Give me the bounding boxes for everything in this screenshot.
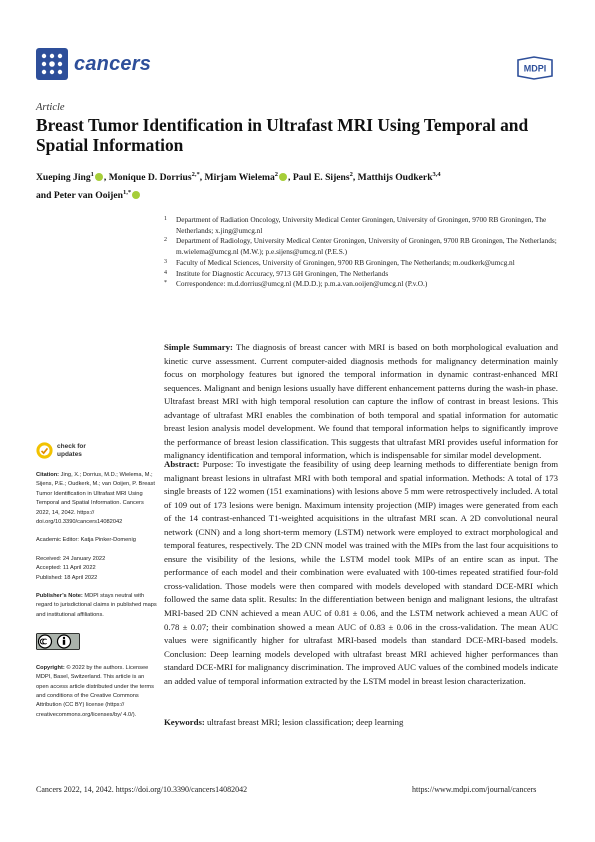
citation-block xyxy=(36,471,158,527)
author-separator: , xyxy=(352,172,358,184)
published-date: Published: 18 April 2022 xyxy=(36,574,98,581)
copyright-block xyxy=(36,664,158,720)
simple-summary-label: Simple Summary: xyxy=(164,342,233,352)
check-for-updates-button[interactable] xyxy=(36,442,158,459)
affiliation-text: Correspondence: m.d.dorrius@umcg.nl (M.D.D.); p.m.a.van.ooijen@umcg.nl (P.v.O.) xyxy=(176,279,428,289)
affiliation-mark: 2 xyxy=(164,237,167,244)
simple-summary-text: The diagnosis of breast cancer with MRI is based on both morphological evaluation and kinetic curve assessment. Current computer-aided diagnosis methods for malignancy determination mainly focus on morphology features but ignored the temporal information in dynamic contrast-enhanced MRI sequences. Malignant and benign lesions usually have different enhancement patterns during the wash-in phase. Ultrafast breast MRI with high temporal resolution can capture the inflow of contrast in breast lesions. This advantage of ultrafast MRI enables the combination of both temporal and spatial information for automatic breast lesion analysis model development. We found that temporal information helps to significantly improve the performance of breast lesion classification. This suggests that ultrafast MRI provides useful information for malignancy identification and temporal information, which is indispensable for similar model development. xyxy=(164,342,559,461)
affiliation-text: Department of Radiology, University Medical Center Groningen, University of Groningen, 9700 RB Groningen, The Netherlands; m.wielema@umcg.nl (M.W.); p.e.sijens@umcg.nl (P.E.S.) xyxy=(176,236,557,257)
author-separator: , xyxy=(103,172,109,184)
author-affiliation-mark: 2 xyxy=(349,171,353,178)
orcid-icon[interactable] xyxy=(279,173,287,181)
author-affiliation-mark: 3,4 xyxy=(432,171,441,178)
affiliation-item xyxy=(164,269,558,280)
copyright-text: © 2022 by the authors. Licensee MDPI, Basel, Switzerland. This article is an open access article distributed under the terms and conditions of the Creative Commons Attribution (CC BY) license (https:// creativecommons.org/licenses/by/ 4.0/). xyxy=(36,664,154,718)
publisher-note-label: Publisher’s Note: xyxy=(36,593,83,600)
author-name: Paul E. Sijens xyxy=(292,172,350,184)
received-date: Received: 24 January 2022 xyxy=(36,555,106,562)
orcid-icon[interactable] xyxy=(95,173,103,181)
mdpi-logo-icon xyxy=(514,56,556,80)
keywords-text: ultrafast breast MRI; lesion classification; deep learning xyxy=(207,717,404,727)
affiliation-item xyxy=(164,236,558,257)
affiliation-mark: 1 xyxy=(164,216,167,222)
affiliation-text: Institute for Diagnostic Accuracy, 9713 GH Groningen, The Netherlands xyxy=(176,268,389,278)
article-type: Article xyxy=(36,102,65,113)
author-name: Matthijs Oudkerk xyxy=(357,172,433,184)
citation-text: Jing, X.; Dorrius, M.D.; Wielema, M.; Sijens, P.E.; Oudkerk, M.; van Ooijen, P. Breast Tumor Identification in Ultrafast MRI Using Temporal and Spatial Information. Cancers 2022, 14, 2042. https:// doi.org/10.3390/cancers14082042 xyxy=(36,472,155,526)
author-name: Xueping Jing xyxy=(36,172,91,184)
author-name: and Peter van Ooijen xyxy=(36,189,123,201)
affiliation-item xyxy=(164,279,558,290)
keywords-label: Keywords: xyxy=(164,717,205,727)
abstract xyxy=(164,458,558,688)
author-separator xyxy=(441,172,443,183)
footer-journal-url[interactable]: https://www.mdpi.com/journal/cancers xyxy=(412,785,537,794)
mdpi-logo-text: MDPI xyxy=(523,63,547,74)
check-updates-icon xyxy=(36,442,53,459)
affiliation-mark: 3 xyxy=(164,258,167,265)
author-separator: , xyxy=(199,172,205,184)
affiliation-text: Department of Radiation Oncology, University Medical Center Groningen, University of Groningen, 9700 RB Groningen, The Netherlands; x.jing@umcg.nl xyxy=(176,215,547,235)
accepted-date: Accepted: 11 April 2022 xyxy=(36,565,96,572)
author-affiliation-mark: 1 xyxy=(90,171,94,178)
author-list xyxy=(36,168,556,203)
affiliations xyxy=(164,215,558,290)
affiliation-text: Faculty of Medical Sciences, University of Groningen, 9700 RB Groningen, The Netherlands; m.oudkerk@umcg.nl xyxy=(176,257,515,267)
check-updates-line2: updates xyxy=(57,450,82,458)
author-name: Mirjam Wielema xyxy=(204,172,275,184)
author-separator: , xyxy=(288,172,293,184)
check-updates-line1: check for xyxy=(57,443,86,450)
publisher-note-text: MDPI stays neutral with regard to jurisdictional claims in published maps and institutional affiliations. xyxy=(36,593,157,618)
article-title: Breast Tumor Identification in Ultrafast MRI Using Temporal and Spatial Information xyxy=(36,115,529,155)
author-affiliation-mark: 2,* xyxy=(191,171,200,178)
academic-editor: Academic Editor: Katja Pinker-Domenig xyxy=(36,537,136,544)
author-name: Monique D. Dorrius xyxy=(108,172,192,184)
footer-citation: Cancers 2022, 14, 2042. https://doi.org/10.3390/cancers14082042 xyxy=(36,785,248,794)
sidebar xyxy=(36,442,158,729)
keywords xyxy=(164,716,558,730)
author-affiliation-mark: 1,* xyxy=(122,188,132,196)
journal-logo-icon xyxy=(36,48,68,80)
cc-by-license-icon[interactable] xyxy=(36,633,80,650)
citation-label: Citation: xyxy=(36,472,60,478)
dates-block xyxy=(36,555,158,583)
simple-summary xyxy=(164,341,558,463)
copyright-label: Copyright: xyxy=(36,664,65,671)
affiliation-item xyxy=(164,258,558,269)
affiliation-item xyxy=(164,215,558,236)
publisher-note xyxy=(36,592,158,620)
orcid-icon[interactable] xyxy=(132,191,140,199)
affiliation-mark: 4 xyxy=(164,269,167,276)
author-affiliation-mark: 2 xyxy=(274,171,279,178)
affiliation-mark: * xyxy=(164,280,167,287)
abstract-text: Purpose: To investigate the feasibility of using deep learning methods to differentiate benign from malignant breast lesions in ultrafast MRI with both temporal and spatial information. Methods: A total of 173 single breasts of 122 women (151 examinations) with lesions above 5 mm were retrospectively included. A total of 109 out of 173 lesions were benign. Maximum intensity projection (MIP) images were generated from each of the 14 contrast-enhanced T1-weighted acquisitions in the ultrafast MRI scan. A 2D convolutional neural network (CNN) and a long short-term memory (LSTM) network were employed to extract morphological and temporal features, respectively. The 2D CNN model was trained with the MIPs from the last four acquisitions to ensure the visibility of the lesions, while the LSTM model took MIPs of an entire scan as input. The performance of each model and their combination were evaluated with 100-times repeated stratified four-fold cross-validation. Those models were then compared with models developed with standard DCE-MRI which followed the same data split. Results: In the differentiation between benign and malignant lesions, the ultrafast MRI-based 2D CNN achieved a mean AUC of 0.81 ± 0.06, and the LSTM network achieved a mean AUC of 0.78 ± 0.07; their combination showed a mean AUC of 0.83 ± 0.06 in the cross-validation. The mean AUC values were significantly higher for ultrafast MRI-based models than standard DCE-MRI-based models. Conclusion: Deep learning models developed with ultrafast breast MRI achieved higher performances than standard DCE-MRI for malignancy discrimination. The improved AUC values of the combined models indicate an added value of temporal information extracted by the LSTM model in breast lesion characterization. xyxy=(164,459,558,686)
journal-name: cancers xyxy=(74,53,152,75)
abstract-label: Abstract: xyxy=(164,459,200,469)
